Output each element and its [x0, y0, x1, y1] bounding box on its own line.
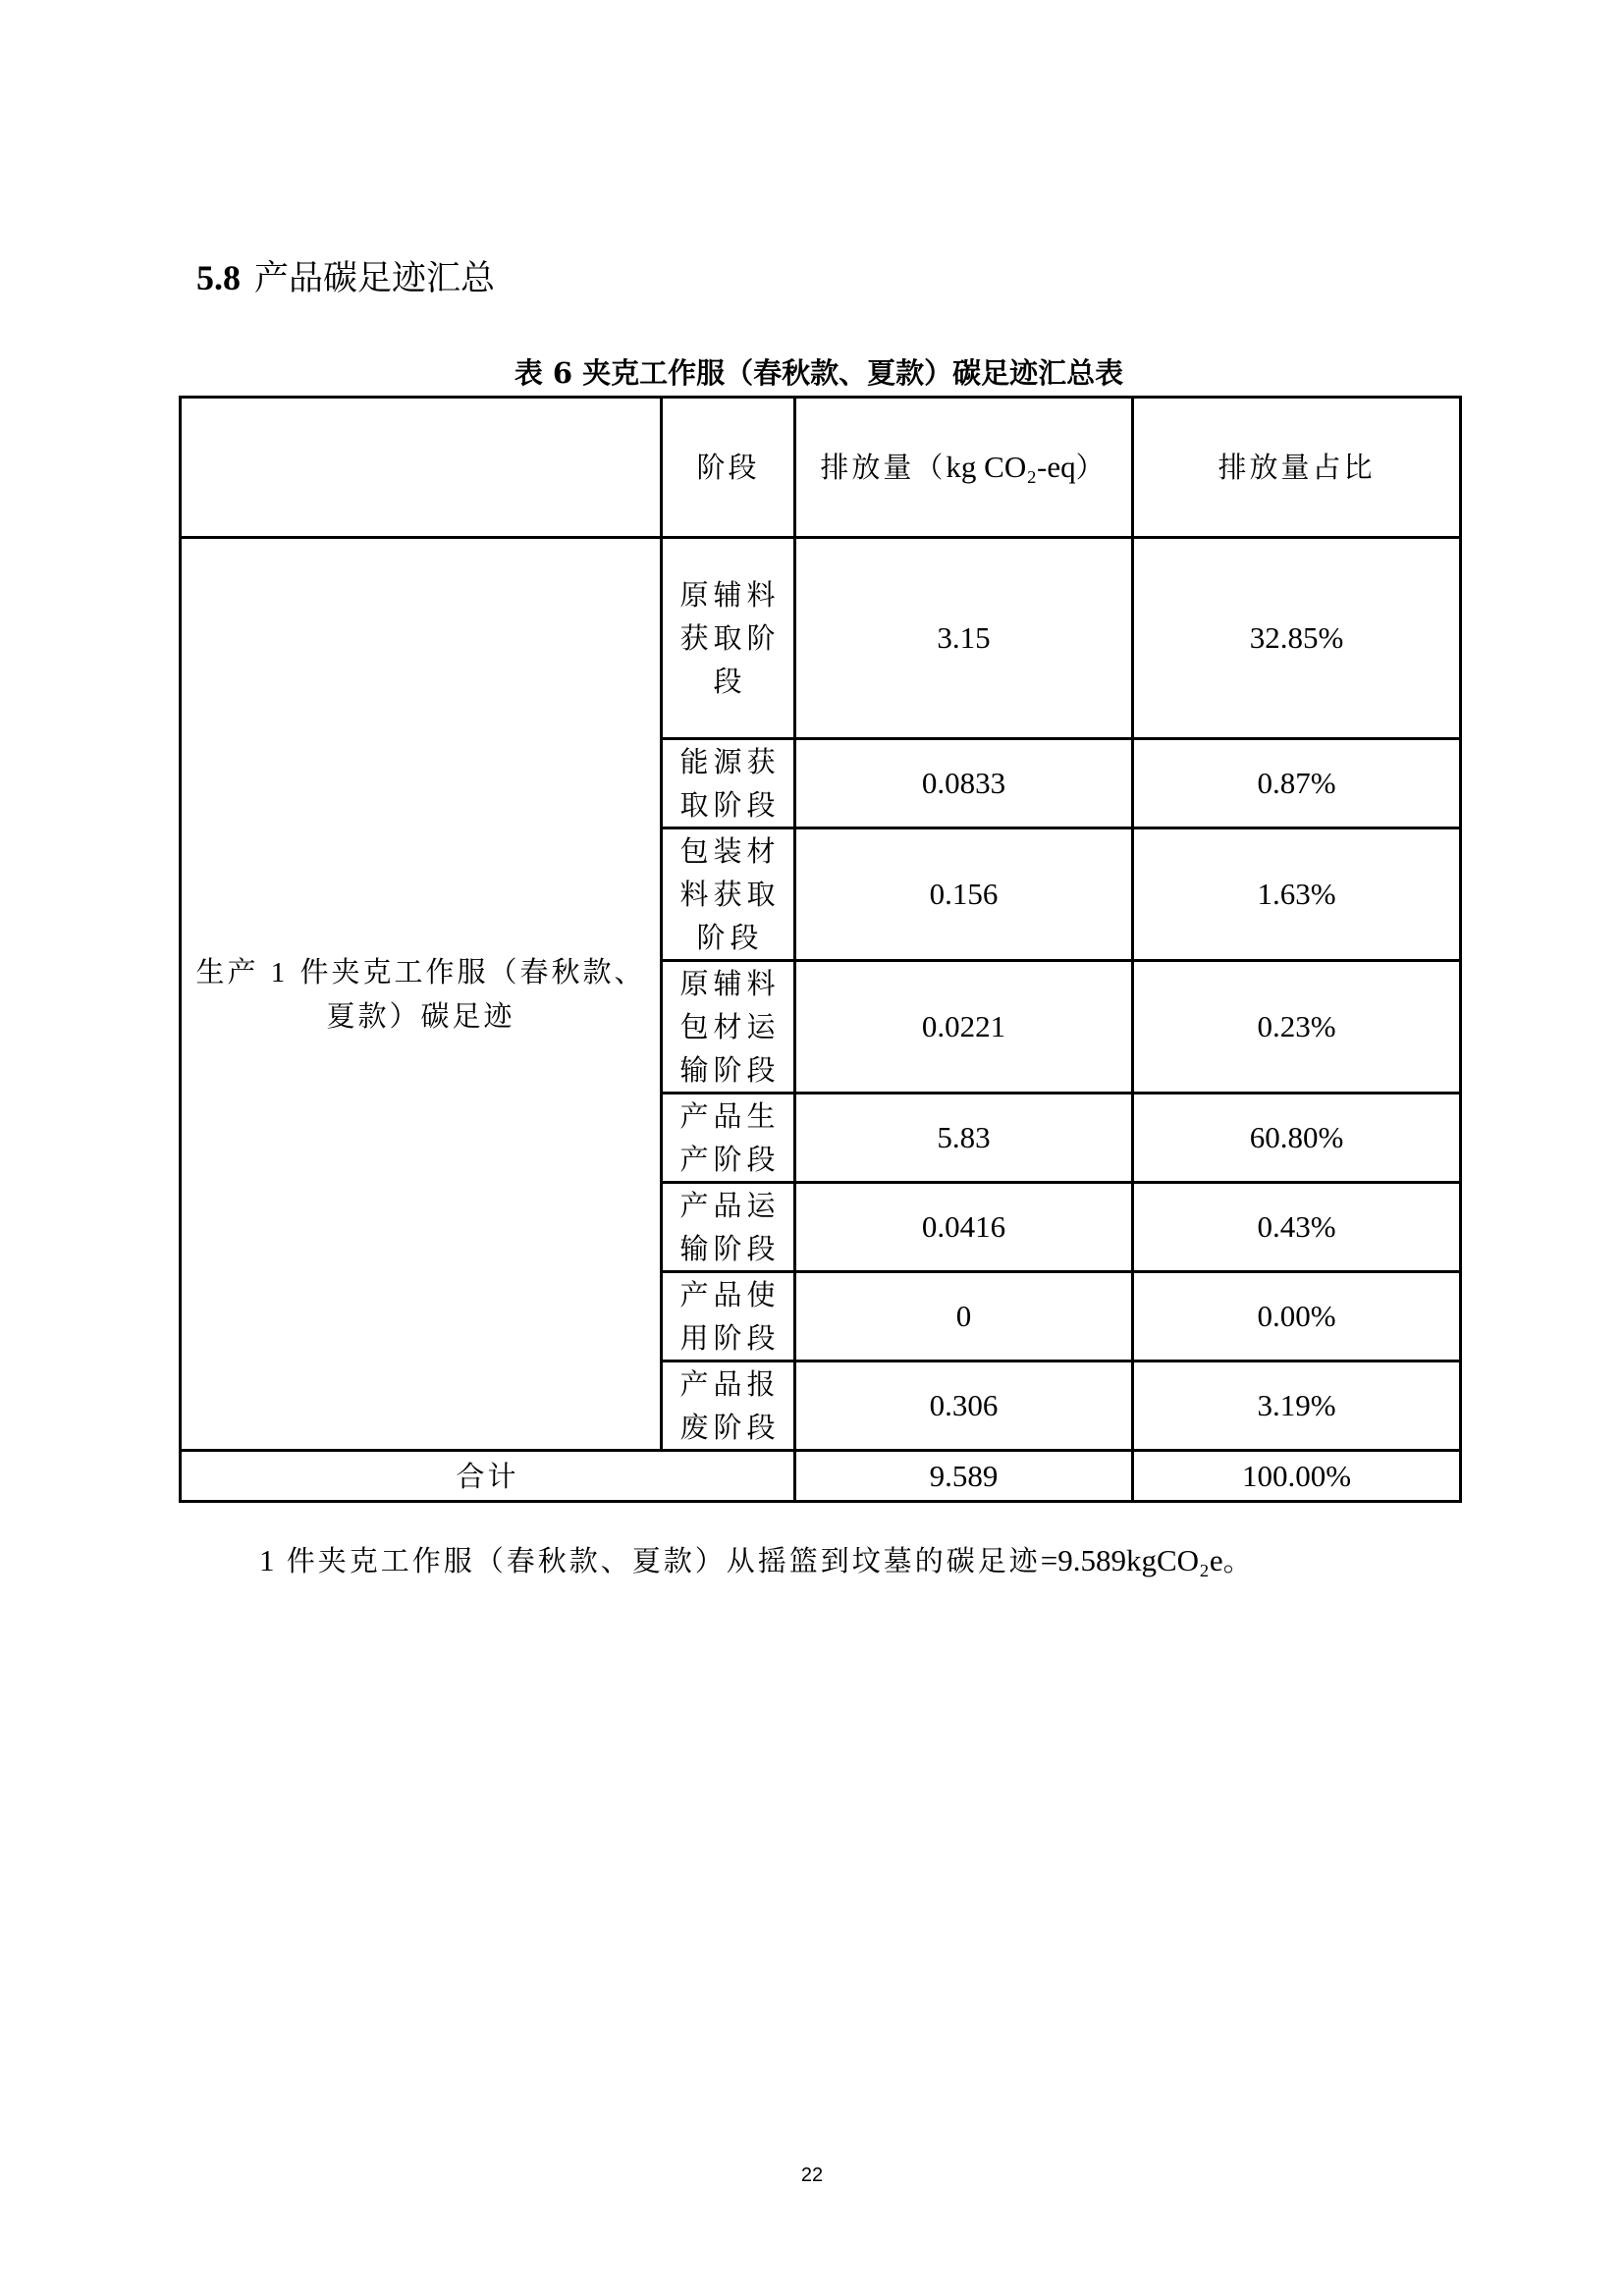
section-heading	[196, 253, 495, 303]
stage-cell: 能源获取阶段	[662, 739, 795, 828]
header-emission-suffix: ）	[1075, 451, 1108, 484]
emission-cell: 0.0221	[795, 961, 1133, 1094]
emission-cell: 0.0833	[795, 739, 1133, 828]
stage-cell: 包装材料获取阶段	[662, 828, 795, 961]
stage-cell: 产品使用阶段	[662, 1272, 795, 1362]
stage-cell: 产品运输阶段	[662, 1183, 795, 1272]
stage-cell: 原辅料包材运输阶段	[662, 961, 795, 1094]
share-cell: 3.19%	[1133, 1362, 1461, 1451]
share-cell: 0.87%	[1133, 739, 1461, 828]
share-cell: 0.00%	[1133, 1272, 1461, 1362]
table-total-row	[181, 1451, 1461, 1502]
scope-label-part1: 生产	[195, 955, 259, 988]
stage-cell: 产品报废阶段	[662, 1362, 795, 1451]
table-caption: 表 6 夹克工作服（春秋款、夏款）碳足迹汇总表	[514, 356, 1124, 390]
total-label: 合计	[181, 1451, 795, 1502]
stage-cell: 产品生产阶段	[662, 1094, 795, 1183]
section-title: 产品碳足迹汇总	[254, 259, 496, 298]
emission-cell: 3.15	[795, 538, 1133, 739]
stage-cell: 原辅料获取阶段	[662, 538, 795, 739]
note-value: =9.589kgCO₂e	[1040, 1543, 1223, 1577]
header-emission	[795, 398, 1133, 538]
share-cell: 32.85%	[1133, 538, 1461, 739]
emission-cell: 5.83	[795, 1094, 1133, 1183]
note-end: 。	[1222, 1544, 1255, 1577]
header-emission-prefix: 排放量（	[820, 451, 947, 484]
table-header-row	[181, 398, 1461, 538]
scope-label-count: 1	[270, 957, 289, 988]
emission-cell: 0.306	[795, 1362, 1133, 1451]
conclusion-note	[259, 1539, 1255, 1582]
scope-label-part2: 件夹克工作服（春秋款、夏款）碳足迹	[299, 955, 646, 1033]
header-emission-unit: kg CO₂-eq	[946, 450, 1076, 484]
section-number: 5.8	[196, 258, 241, 297]
emission-cell: 0	[795, 1272, 1133, 1362]
total-emission: 9.589	[795, 1451, 1133, 1502]
emission-cell: 0.156	[795, 828, 1133, 961]
header-stage: 阶段	[662, 398, 795, 538]
share-cell: 1.63%	[1133, 828, 1461, 961]
note-count: 1	[259, 1543, 275, 1577]
header-share: 排放量占比	[1133, 398, 1461, 538]
page-number: 22	[800, 2164, 824, 2186]
share-cell: 0.23%	[1133, 961, 1461, 1094]
scope-label-cell	[181, 538, 662, 1451]
carbon-footprint-summary-table	[179, 396, 1462, 1503]
header-blank-cell	[181, 398, 662, 538]
share-cell: 60.80%	[1133, 1094, 1461, 1183]
table-row	[181, 538, 1461, 739]
share-cell: 0.43%	[1133, 1183, 1461, 1272]
note-text: 件夹克工作服（春秋款、夏款）从摇篮到坟墓的碳足迹	[274, 1544, 1041, 1577]
emission-cell: 0.0416	[795, 1183, 1133, 1272]
total-share: 100.00%	[1133, 1451, 1461, 1502]
